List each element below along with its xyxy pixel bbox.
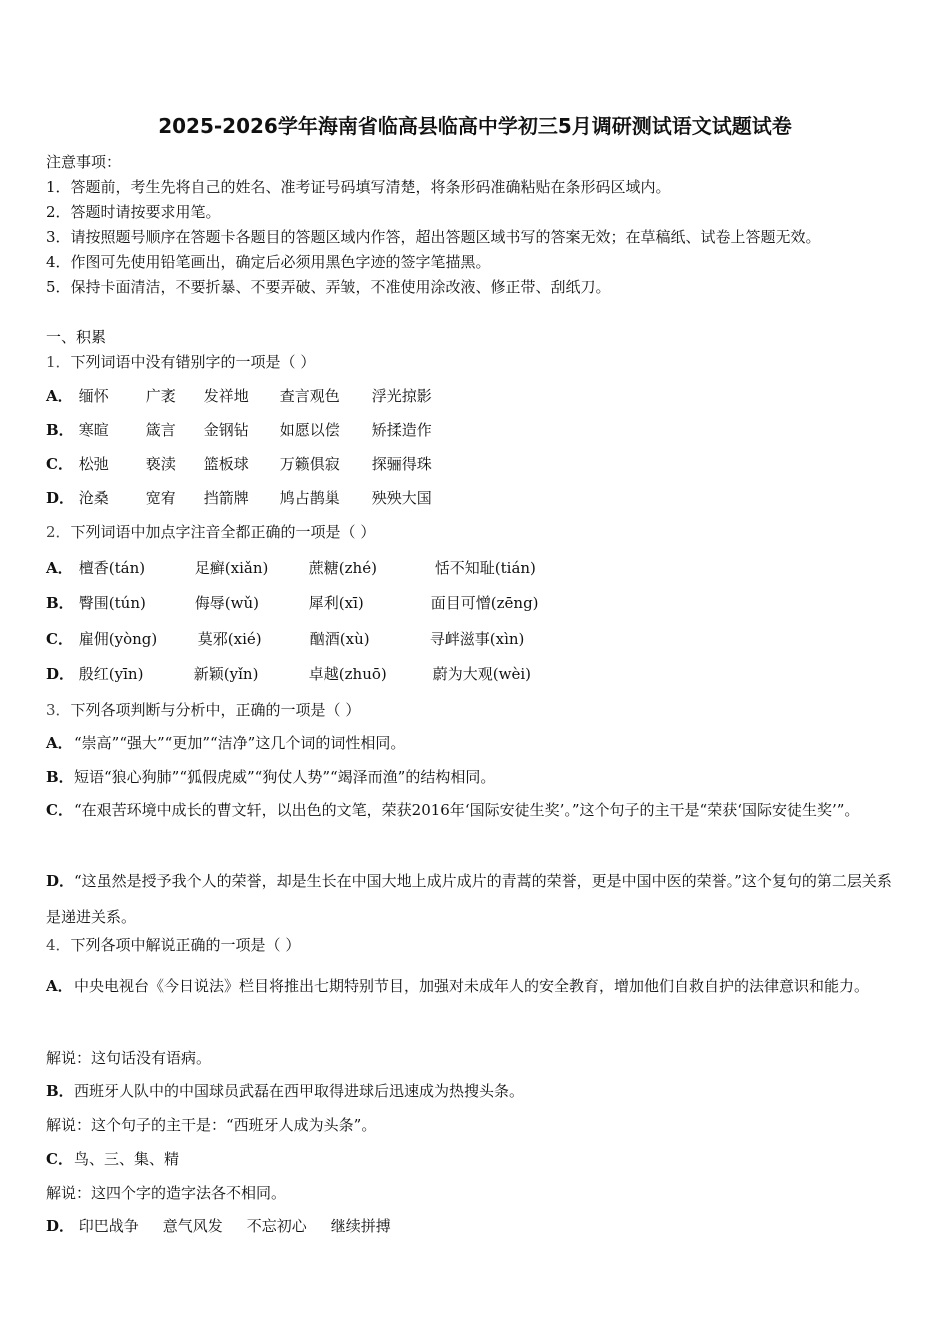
option-row — [46, 558, 536, 578]
notice-item: 1．答题前，考生先将自己的姓名、准考证号码填写清楚，将条形码准确粘贴在条形码区域内。 — [46, 178, 671, 196]
question-stem: 下列词语中加点字注音全都正确的一项是（ ） — [70, 523, 376, 541]
option-text: 短语“狼心狗肺”“狐假虎威”“狗仗人势”“竭泽而渔”的结构相同。 — [74, 768, 496, 786]
option-row — [46, 664, 531, 684]
option-word: 缅怀 — [78, 387, 109, 405]
option-word: 查言观色 — [279, 387, 340, 405]
option-label: B． — [46, 768, 74, 786]
option-label: C． — [46, 455, 73, 473]
option-label: A． — [46, 387, 73, 405]
question-number: 4． — [46, 936, 71, 954]
option-word: 挡箭牌 — [203, 489, 249, 507]
option-word: 臀围(tún) — [78, 594, 146, 612]
option-word: 箴言 — [145, 421, 176, 439]
option-label: D． — [46, 489, 75, 507]
notice-item: 2．答题时请按要求用笔。 — [46, 203, 221, 221]
option-text: 西班牙人队中的中国球员武磊在西甲取得进球后迅速成为热搜头条。 — [74, 1082, 525, 1100]
option-row — [46, 863, 906, 935]
question-1 — [46, 352, 315, 372]
option-label: C． — [46, 630, 73, 648]
explanation: 解说：这个句子的主干是：“西班牙人成为头条”。 — [46, 1116, 377, 1134]
question-2 — [46, 522, 375, 542]
question-number: 3． — [46, 701, 71, 719]
explanation: 解说：这句话没有语病。 — [46, 1049, 212, 1067]
option-word: 蔚为大观(wèi) — [432, 665, 531, 683]
option-word: 金钢钻 — [203, 421, 249, 439]
option-word: 鸠占鹊巢 — [279, 489, 340, 507]
question-stem: 下列各项中解说正确的一项是（ ） — [70, 936, 301, 954]
option-label: D． — [46, 872, 75, 890]
option-word: 篮板球 — [203, 455, 249, 473]
option-word: 新颖(yǐn) — [193, 665, 259, 683]
question-3 — [46, 700, 360, 720]
option-row — [46, 386, 432, 406]
option-word: 面目可憎(zēng) — [430, 594, 539, 612]
option-row — [46, 733, 405, 753]
option-word: 殃殃大国 — [371, 489, 432, 507]
option-word: 发祥地 — [203, 387, 249, 405]
option-label: D． — [46, 1217, 75, 1235]
option-text: “在艰苦环境中成长的曹文轩，以出色的文笔，荣获2016年‘国际安徒生奖’。”这个句子的主干是“荣获‘国际安徒生奖’”。 — [74, 801, 860, 819]
option-word: 殷红(yīn) — [78, 665, 144, 683]
option-word: 足癣(xiǎn) — [194, 559, 269, 577]
option-word: 如愿以偿 — [279, 421, 340, 439]
question-number: 1． — [46, 353, 71, 371]
option-word: 沧桑 — [78, 489, 109, 507]
option-row — [46, 1216, 391, 1236]
option-row — [46, 767, 495, 787]
option-row — [46, 454, 432, 474]
notice-heading: 注意事项： — [46, 153, 122, 171]
option-word: 卓越(zhuō) — [308, 665, 387, 683]
option-word: 酗酒(xù) — [309, 630, 370, 648]
option-row — [46, 1149, 179, 1169]
option-word: 万籁俱寂 — [279, 455, 340, 473]
option-text: “这虽然是授予我个人的荣誉，却是生长在中国大地上成片成片的青蒿的荣誉，更是中国中医的荣誉。”这个复句的第二层关系是递进关系。 — [46, 872, 892, 926]
option-text: 鸟、三、集、精 — [74, 1150, 180, 1168]
option-word: 寒暄 — [78, 421, 109, 439]
option-label: C． — [46, 801, 73, 819]
question-stem: 下列各项判断与分析中，正确的一项是（ ） — [70, 701, 361, 719]
option-text: “崇高”“强大”“更加”“洁净”这几个词的词性相同。 — [74, 734, 406, 752]
option-word: 探骊得珠 — [371, 455, 432, 473]
option-word: 恬不知耻(tián) — [434, 559, 536, 577]
notice-item: 4．作图可先使用铅笔画出，确定后必须用黑色字迹的签字笔描黑。 — [46, 253, 491, 271]
option-word: 寻衅滋事(xìn) — [429, 630, 525, 648]
option-word: 檀香(tán) — [78, 559, 146, 577]
option-row — [46, 420, 432, 440]
option-text: 中央电视台《今日说法》栏目将推出七期特别节目，加强对未成年人的安全教育，增加他们自救自护的法律意识和能力。 — [74, 977, 870, 995]
option-word: 继续拼搏 — [330, 1217, 391, 1235]
option-row — [46, 1081, 524, 1101]
option-row — [46, 792, 906, 828]
section-heading: 一、积累 — [46, 328, 107, 346]
option-label: B． — [46, 594, 74, 612]
option-label: B． — [46, 1082, 74, 1100]
option-word: 莫邪(xié) — [197, 630, 262, 648]
option-label: A． — [46, 977, 73, 995]
option-word: 松弛 — [78, 455, 109, 473]
option-label: A． — [46, 734, 73, 752]
option-word: 亵渎 — [145, 455, 176, 473]
option-word: 犀利(xī) — [308, 594, 364, 612]
option-label: B． — [46, 421, 74, 439]
option-row — [46, 488, 432, 508]
option-row — [46, 593, 539, 613]
option-word: 矫揉造作 — [371, 421, 432, 439]
question-number: 2． — [46, 523, 71, 541]
option-word: 蔗糖(zhé) — [308, 559, 377, 577]
option-word: 浮光掠影 — [371, 387, 432, 405]
option-word: 广袤 — [145, 387, 176, 405]
option-word: 雇佣(yòng) — [78, 630, 158, 648]
option-word: 侮辱(wǔ) — [194, 594, 259, 612]
question-4 — [46, 935, 300, 955]
option-word: 意气风发 — [162, 1217, 223, 1235]
notice-item: 5．保持卡面清洁，不要折暴、不要弄破、弄皱，不准使用涂改液、修正带、刮纸刀。 — [46, 278, 611, 296]
option-label: D． — [46, 665, 75, 683]
option-word: 宽宥 — [145, 489, 176, 507]
notice-item: 3．请按照题号顺序在答题卡各题目的答题区域内作答，超出答题区域书写的答案无效；在草稿纸、试卷上答题无效。 — [46, 228, 821, 246]
option-label: A． — [46, 559, 73, 577]
option-row — [46, 968, 906, 1004]
option-word: 不忘初心 — [246, 1217, 307, 1235]
question-stem: 下列词语中没有错别字的一项是（ ） — [70, 353, 316, 371]
option-label: C． — [46, 1150, 73, 1168]
option-word: 印巴战争 — [78, 1217, 139, 1235]
option-row — [46, 629, 524, 649]
explanation: 解说：这四个字的造字法各不相同。 — [46, 1184, 287, 1202]
page-title: 2025-2026学年海南省临高县临高中学初三5月调研测试语文试题试卷 — [158, 114, 792, 138]
